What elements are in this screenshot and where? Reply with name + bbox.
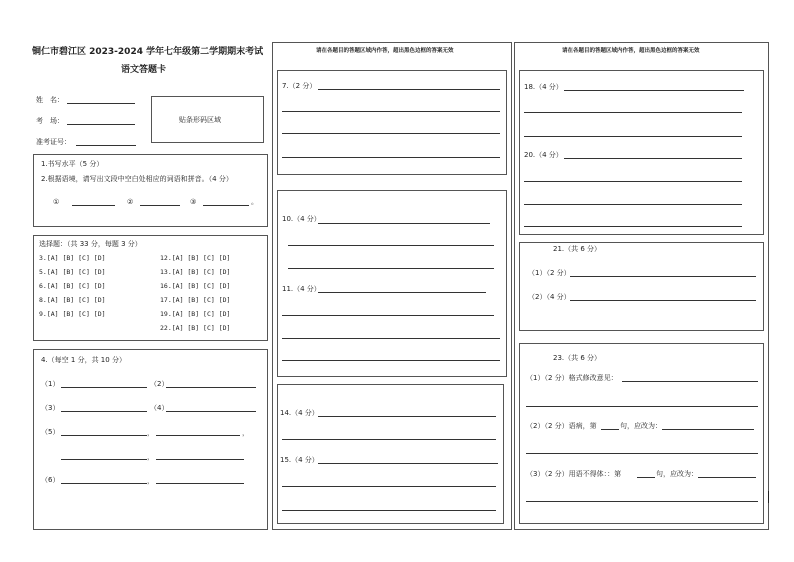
blank-1-field[interactable] <box>72 205 115 206</box>
q4-comma: ， <box>147 453 154 461</box>
choice-row[interactable]: 22.[A] [B] [C] [D] <box>160 324 231 332</box>
q4-field-5a[interactable] <box>61 435 147 436</box>
q18-line[interactable] <box>524 136 742 137</box>
blank-2-field[interactable] <box>140 205 180 206</box>
q4-box <box>33 349 268 530</box>
q4-field-5d[interactable] <box>156 459 244 460</box>
choice-row[interactable]: 3.[A] [B] [C] [D] <box>39 254 106 262</box>
exam-subtitle: 语文答题卡 <box>121 65 167 75</box>
q18-line[interactable] <box>564 90 744 91</box>
q20-line[interactable] <box>524 181 742 182</box>
q20-line[interactable] <box>524 204 742 205</box>
margin-mark <box>768 491 769 503</box>
column-3-notice: 请在各题目的答题区域内作答，超出黑色边框的答案无效 <box>562 48 700 54</box>
q10-label: 10.（4 分） <box>282 215 321 223</box>
q4-field-2[interactable] <box>166 387 256 388</box>
choice-row[interactable]: 6.[A] [B] [C] [D] <box>39 282 106 290</box>
choice-row[interactable]: 16.[A] [B] [C] [D] <box>160 282 231 290</box>
name-label: 姓 名： <box>36 96 64 104</box>
q2-label: 2.根据语境，请写出文段中空白处相应的词语和拼音。（4 分） <box>41 175 233 183</box>
room-label: 考 场： <box>36 117 64 125</box>
q20-line[interactable] <box>564 158 742 159</box>
blank-3-marker: ③ <box>190 198 197 206</box>
q20-line[interactable] <box>524 226 742 227</box>
q23-2-line[interactable] <box>526 453 758 454</box>
q23-3-line[interactable] <box>526 501 758 502</box>
q7-label: 7.（2 分） <box>282 82 317 90</box>
ticket-field[interactable] <box>76 145 136 146</box>
q15-line[interactable] <box>318 463 498 464</box>
q4-label-4: （4） <box>150 404 169 412</box>
choice-row[interactable]: 19.[A] [B] [C] [D] <box>160 310 231 318</box>
name-field[interactable] <box>67 103 135 104</box>
q23-3-line[interactable] <box>698 477 756 478</box>
q7-line[interactable] <box>282 157 500 158</box>
q4-label-5: （5） <box>41 428 60 436</box>
q14-line[interactable] <box>282 439 496 440</box>
q21-1-line[interactable] <box>570 276 756 277</box>
q4-field-6b[interactable] <box>156 483 244 484</box>
q4-label-3: （3） <box>41 404 60 412</box>
q23-3-label: （3）（2 分）用语不得体：：第 <box>526 470 622 478</box>
column-2-notice: 请在各题目的答题区域内作答，超出黑色边框的答案无效 <box>316 48 454 54</box>
q10-line[interactable] <box>288 245 494 246</box>
q23-1-line[interactable] <box>622 381 758 382</box>
q11-line[interactable] <box>318 292 486 293</box>
q23-3-blank[interactable] <box>637 477 655 478</box>
barcode-label: 贴条形码区域 <box>179 116 221 124</box>
q21-title: 21.（共 6 分） <box>553 245 602 253</box>
q15-line[interactable] <box>282 486 496 487</box>
room-field[interactable] <box>67 124 135 125</box>
ticket-label: 准考证号： <box>36 138 71 146</box>
q15-line[interactable] <box>282 510 496 511</box>
choice-row[interactable]: 12.[A] [B] [C] [D] <box>160 254 231 262</box>
q15-label: 15.（4 分） <box>280 456 319 464</box>
blank-3-field[interactable] <box>203 205 249 206</box>
q4-label-2: （2） <box>150 380 169 388</box>
q7-line[interactable] <box>318 89 500 90</box>
q4-field-1[interactable] <box>61 387 147 388</box>
q21-2-line[interactable] <box>570 300 756 301</box>
q14-q15-box <box>277 384 504 524</box>
q23-1-line[interactable] <box>526 406 758 407</box>
q1-label: 1.书写水平（5 分） <box>41 160 104 168</box>
q14-line[interactable] <box>318 416 496 417</box>
q23-2-line[interactable] <box>662 429 754 430</box>
q23-1-label: （1）（2 分）格式修改意见： <box>526 374 618 382</box>
q4-title: 4.（每空 1 分，共 10 分） <box>41 356 126 364</box>
q23-2-blank[interactable] <box>601 429 619 430</box>
q4-field-5b[interactable] <box>156 435 240 436</box>
end-mark: 。 <box>251 198 258 206</box>
q23-box <box>519 343 764 524</box>
q11-line[interactable] <box>282 315 494 316</box>
q21-1-label: （1）（2 分） <box>528 269 571 277</box>
exam-title: 铜仁市碧江区 2023-2024 学年七年级第二学期期末考试 <box>32 47 264 57</box>
choice-title: 选择题：（共 33 分，每题 3 分） <box>39 240 142 248</box>
q4-label-1: （1） <box>41 380 60 388</box>
q23-title: 23.（共 6 分） <box>553 354 602 362</box>
q4-field-4[interactable] <box>166 411 256 412</box>
q4-comma: ， <box>147 477 154 485</box>
blank-2-marker: ② <box>127 198 134 206</box>
q18-line[interactable] <box>524 112 742 113</box>
choice-row[interactable]: 13.[A] [B] [C] [D] <box>160 268 231 276</box>
choice-row[interactable]: 8.[A] [B] [C] [D] <box>39 296 106 304</box>
choice-row[interactable]: 5.[A] [B] [C] [D] <box>39 268 106 276</box>
q4-field-6a[interactable] <box>61 483 147 484</box>
q7-line[interactable] <box>282 111 500 112</box>
q11-label: 11.（4 分） <box>282 285 321 293</box>
blank-1-marker: ① <box>53 198 60 206</box>
q23-3-label-b: 句，应改为： <box>656 470 698 478</box>
q4-field-3[interactable] <box>61 411 147 412</box>
q21-box <box>519 242 764 331</box>
q14-label: 14.（4 分） <box>280 409 319 417</box>
q11-line[interactable] <box>282 360 500 361</box>
q20-label: 20.（4 分） <box>524 151 563 159</box>
q10-line[interactable] <box>318 223 490 224</box>
q7-line[interactable] <box>282 133 500 134</box>
q10-line[interactable] <box>288 268 494 269</box>
q4-comma: ， <box>147 429 154 437</box>
q11-line[interactable] <box>282 338 500 339</box>
choice-row[interactable]: 9.[A] [B] [C] [D] <box>39 310 106 318</box>
q23-2-label-b: 句，应改为： <box>620 422 662 430</box>
q4-comma: ， <box>242 429 249 437</box>
q23-2-label: （2）（2 分）语病，第 <box>526 422 597 430</box>
choice-row[interactable]: 17.[A] [B] [C] [D] <box>160 296 231 304</box>
q4-label-6: （6） <box>41 476 60 484</box>
q4-field-5c[interactable] <box>61 459 147 460</box>
q21-2-label: （2）（4 分） <box>528 293 571 301</box>
q18-label: 18.（4 分） <box>524 83 563 91</box>
